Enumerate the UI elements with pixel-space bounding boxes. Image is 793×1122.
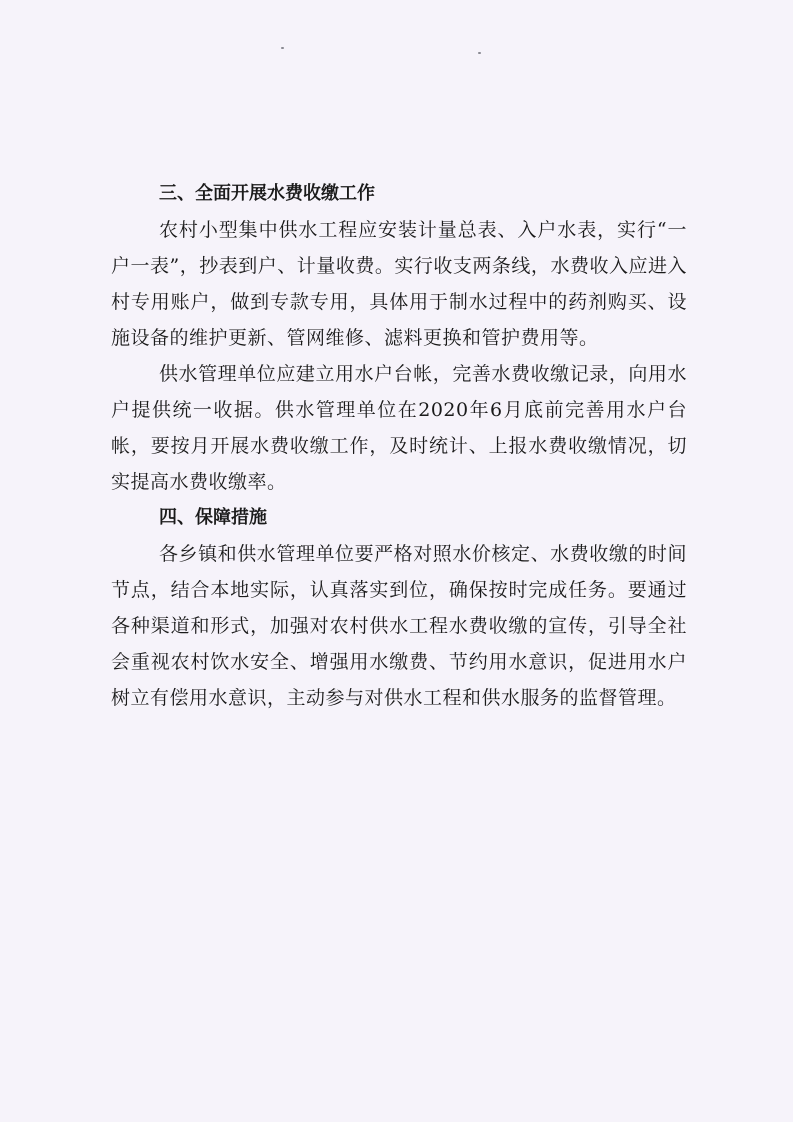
section-4-paragraph-1: 各乡镇和供水管理单位要严格对照水价核定、水费收缴的时间节点，结合本地实际，认真落实到位，确保按时完成任务。要通过各种渠道和形式，加强对农村供水工程水费收缴的宣传，引导全社会重视农村饮水安全、增强用水缴费、节约用水意识，促进用水户树立有偿用水意识，主动参与对供水工程和供水服务的监督管理。	[111, 543, 687, 709]
section-heading-4: 四、保障措施	[159, 507, 267, 528]
section-heading-3: 三、全面开展水费收缴工作	[159, 183, 375, 204]
scan-speck	[281, 47, 284, 49]
scan-speck	[478, 52, 481, 54]
section-3-paragraph-1: 农村小型集中供水工程应安装计量总表、入户水表，实行“一户一表”，抄表到户、计量收费。实行收支两条线，水费收入应进入村专用账户，做到专款专用，具体用于制水过程中的药剂购买、设施设备的维护更新、管网维修、滤料更换和管护费用等。	[111, 219, 687, 349]
section-3-paragraph-2: 供水管理单位应建立用水户台帐，完善水费收缴记录，向用水户提供统一收据。供水管理单位在2020年6月底前完善用水户台帐，要按月开展水费收缴工作，及时统计、上报水费收缴情况，切实提高水费收缴率。	[111, 363, 687, 493]
document-body	[111, 176, 687, 716]
